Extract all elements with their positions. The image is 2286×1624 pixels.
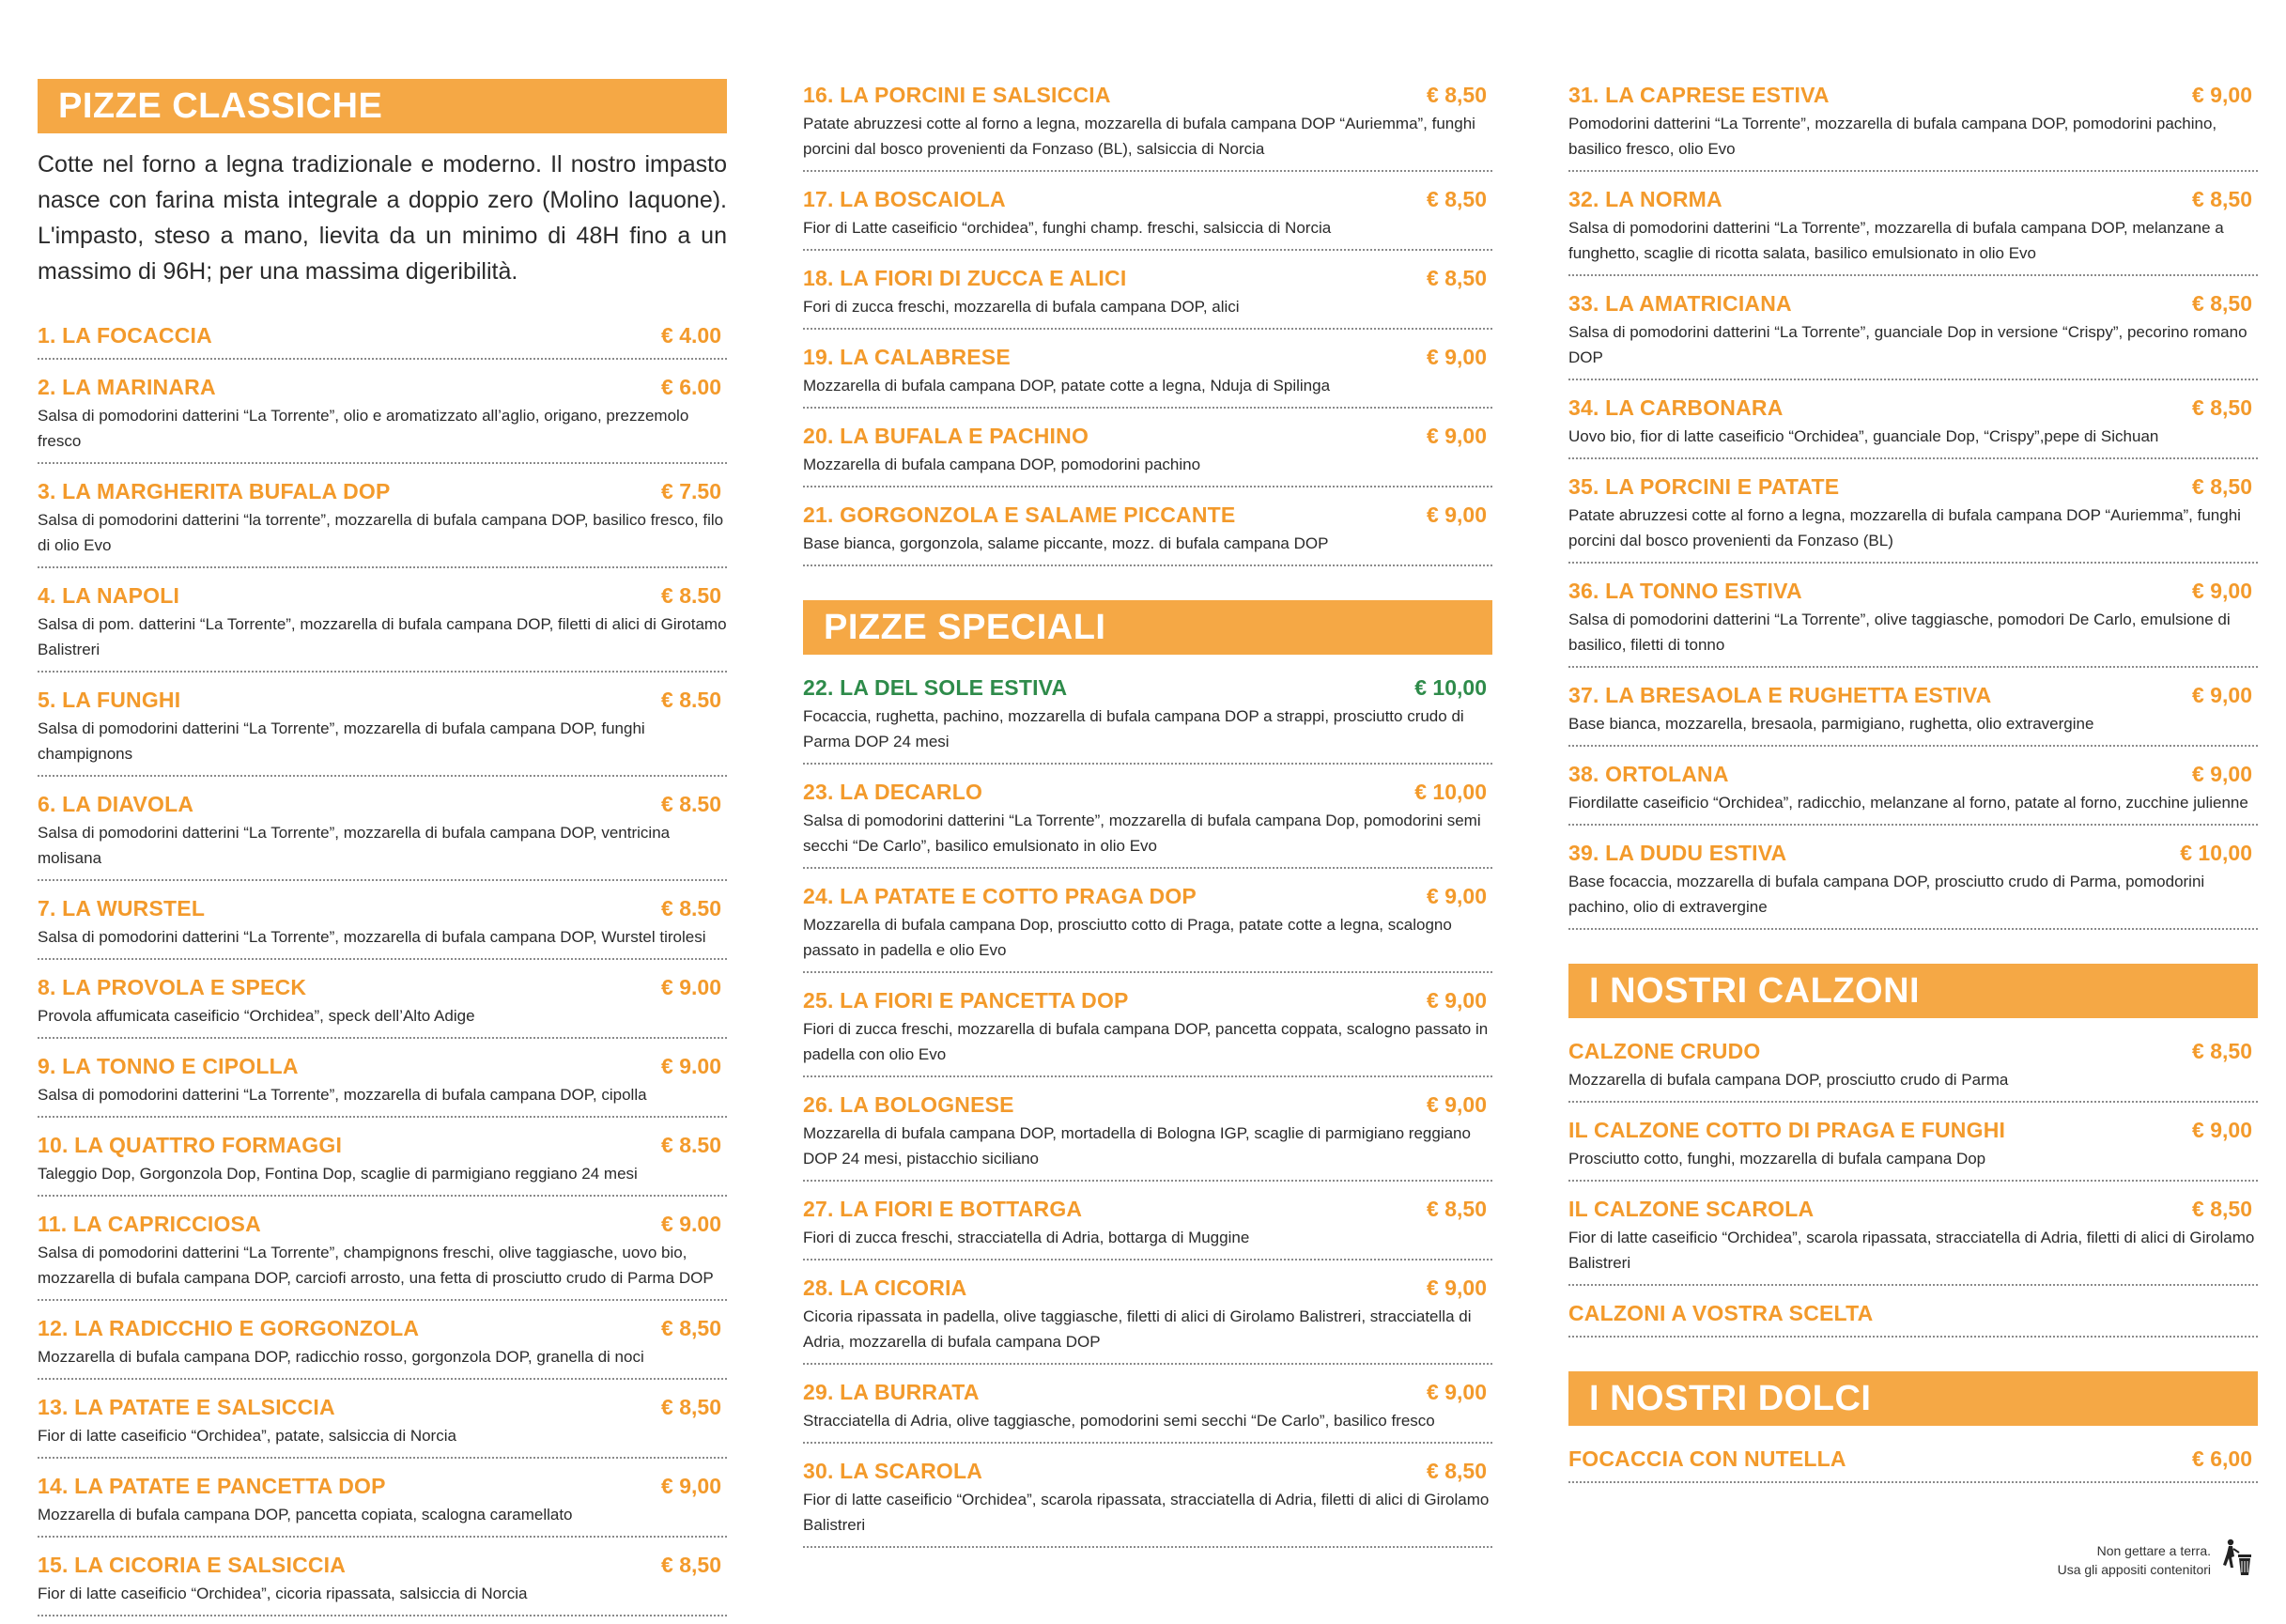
menu-item-header [803,1274,1492,1302]
section-title-calzoni: I NOSTRI CALZONI [1568,964,2258,1018]
menu-item-name: 16. LA PORCINI E SALSICCIA [803,83,1111,107]
menu-item-name: 36. LA TONNO ESTIVA [1568,579,1802,603]
menu-item [803,1085,1492,1182]
menu-item-price: € 8.50 [661,896,721,920]
menu-list-classiche [38,316,727,1616]
menu-item-description: Mozzarella di bufala campana DOP, prosciutto crudo di Parma [1568,1071,2009,1089]
menu-item-price: € 10,00 [1414,780,1487,804]
menu-item-name: 35. LA PORCINI E PATATE [1568,474,1840,499]
menu-item-name: 21. GORGONZOLA E SALAME PICCANTE [803,503,1236,527]
menu-item-header [38,321,727,349]
menu-item [1568,754,2258,826]
menu-item-name: 7. LA WURSTEL [38,896,206,920]
menu-item-price: € 9,00 [661,1474,721,1498]
menu-item-name: 38. ORTOLANA [1568,762,1729,786]
menu-item-header [1568,472,2258,501]
menu-item-price: € 9,00 [2192,683,2252,707]
menu-item-header [803,1195,1492,1223]
menu-item-header [1568,81,2258,109]
menu-item-description: Mozzarella di bufala campana DOP, pomodorini pachino [803,456,1201,473]
menu-item-price: € 9,00 [1427,1380,1487,1404]
menu-item-description: Mozzarella di bufala campana DOP, pancetta copiata, scalogna caramellato [38,1506,573,1523]
menu-item [38,1545,727,1616]
menu-list-speciali [803,668,1492,1548]
menu-item-price: € 9.00 [661,975,721,999]
menu-item-header [1568,760,2258,788]
menu-item [38,316,727,360]
menu-item [38,367,727,464]
menu-item-header [803,986,1492,1014]
menu-item-price: € 8,50 [1427,83,1487,107]
section-title-pizze-speciali: PIZZE SPECIALI [803,600,1492,655]
menu-item-description: Base bianca, mozzarella, bresaola, parmigiano, rughetta, olio extravergine [1568,715,2094,733]
menu-item [1568,467,2258,564]
menu-item-name: 34. LA CARBONARA [1568,395,1784,420]
menu-item-name: 15. LA CICORIA E SALSICCIA [38,1553,347,1577]
menu-item-name: 4. LA NAPOLI [38,583,180,608]
menu-item-header [38,1393,727,1421]
menu-item-price: € 9,00 [1427,988,1487,1013]
menu-item-header [38,1210,727,1238]
menu-item-header [1568,394,2258,422]
menu-item-description: Salsa di pomodorini datterini “La Torrente”, mozzarella di bufala campana DOP, Wurstel tirolesi [38,928,706,946]
menu-item-price: € 8,50 [1427,1459,1487,1483]
menu-list-speciali-cont [1568,75,2258,930]
menu-item [38,784,727,881]
menu-item-description: Salsa di pomodorini datterini “la torrente”, mozzarella di bufala campana DOP, basilico fresco, filo di olio Evo [38,511,724,554]
menu-item [803,1268,1492,1365]
menu-item-description: Pomodorini datterini “La Torrente”, mozzarella di bufala campana DOP, pomodorini pachino, basilico fresco, olio Evo [1568,115,2217,158]
menu-item-price: € 9.00 [661,1212,721,1236]
menu-item-header [38,973,727,1001]
footer-text [2058,1541,2211,1579]
menu-item [1568,833,2258,930]
menu-item-price: € 10,00 [2180,841,2252,865]
menu-item-price: € 9,00 [1427,503,1487,527]
menu-item-header [803,1378,1492,1406]
menu-item-name: IL CALZONE SCAROLA [1568,1197,1815,1221]
menu-item [38,472,727,568]
menu-item [38,967,727,1039]
menu-item-description: Fiordilatte caseificio “Orchidea”, radicchio, melanzane al forno, patate al forno, zucchine julienne [1568,794,2248,812]
menu-item-price: € 6,00 [2192,1446,2252,1471]
menu-item-price: € 9,00 [1427,1276,1487,1300]
menu-item-price: € 8.50 [661,583,721,608]
menu-item-name: 10. LA QUATTRO FORMAGGI [38,1133,343,1157]
menu-item-description: Salsa di pomodorini datterini “La Torrente”, champignons freschi, olive taggiasche, uovo bio, mozzarella di bufala campana DOP, carciofi arrosto, una fetta di prosciutto crudo di Parma DOP [38,1244,714,1287]
menu-item [38,889,727,960]
menu-item-description: Salsa di pomodorini datterini “La Torrente”, mozzarella di bufala campana Dop, pomodorini semi secchi “De Carlo”, basilico emulsionato in olio Evo [803,812,1481,855]
footer-line-2: Usa gli appositi contenitori [2057,1561,2211,1577]
menu-item [803,772,1492,869]
menu-item [803,1189,1492,1261]
menu-list-calzoni [1568,1031,2258,1338]
footer-line-1: Non gettare a terra. [2096,1542,2211,1558]
menu-item-description: Salsa di pomodorini datterini “La Torrente”, guanciale Dop in versione “Crispy”, pecorino romano DOP [1568,323,2247,366]
menu-item-price: € 8,50 [2192,395,2252,420]
menu-item-header [1568,185,2258,213]
menu-item-name: CALZONE CRUDO [1568,1039,1761,1063]
menu-item-description: Fior di latte caseificio “Orchidea”, scarola ripassata, stracciatella di Adria, filetti di alici di Girolamo Balistreri [803,1491,1490,1534]
menu-item [38,1308,727,1380]
menu-item-header [1568,289,2258,317]
menu-item-description: Fior di Latte caseificio “orchidea”, funghi champ. freschi, salsiccia di Norcia [803,219,1332,237]
menu-item [803,981,1492,1077]
menu-item-description: Salsa di pomodorini datterini “La Torrente”, mozzarella di bufala campana DOP, funghi champignons [38,719,645,763]
menu-item-name: 37. LA BRESAOLA E RUGHETTA ESTIVA [1568,683,1992,707]
menu-item-price: € 9,00 [1427,345,1487,369]
menu-item-description: Focaccia, rughetta, pachino, mozzarella di bufala campana DOP a strappi, prosciutto crudo di Parma DOP 24 mesi [803,707,1464,750]
menu-item-header [803,81,1492,109]
menu-item-description: Taleggio Dop, Gorgonzola Dop, Fontina Dop, scaglie di parmigiano reggiano 24 mesi [38,1165,638,1183]
section-title-dolci: I NOSTRI DOLCI [1568,1371,2258,1426]
menu-item-name: 12. LA RADICCHIO E GORGONZOLA [38,1316,420,1340]
menu-item-name: 30. LA SCAROLA [803,1459,983,1483]
menu-item-price: € 9,00 [1427,424,1487,448]
menu-item-header [1568,1445,2258,1473]
menu-item-header [1568,839,2258,867]
menu-item [803,668,1492,765]
menu-item [1568,1439,2258,1483]
menu-item [1568,571,2258,668]
litter-bin-icon [2220,1538,2254,1582]
menu-item-name: 5. LA FUNGHI [38,688,181,712]
menu-item-price: € 8,50 [2192,291,2252,316]
menu-list-dolci [1568,1439,2258,1483]
menu-item-name: 9. LA TONNO E CIPOLLA [38,1054,299,1078]
menu-item-header [1568,1195,2258,1223]
menu-item [1568,1110,2258,1182]
menu-item [803,416,1492,487]
menu-item [803,179,1492,251]
menu-item [38,1046,727,1118]
menu-item-header [1568,577,2258,605]
menu-item-header [38,373,727,401]
menu-item [803,258,1492,330]
menu-item-description: Prosciutto cotto, funghi, mozzarella di bufala campana Dop [1568,1150,1986,1168]
menu-item-description: Fori di zucca freschi, mozzarella di bufala campana DOP, alici [803,298,1240,316]
menu-item-header [38,686,727,714]
menu-item [1568,1189,2258,1286]
menu-item-name: 19. LA CALABRESE [803,345,1011,369]
menu-item-header [1568,1299,2258,1327]
menu-item-header [803,501,1492,529]
menu-item-price: € 9,00 [2192,579,2252,603]
menu-item-description: Salsa di pomodorini datterini “La Torrente”, mozzarella di bufala campana DOP, melanzane a funghetto, scaglie di ricotta salata, basilico emulsionato in olio Evo [1568,219,2224,262]
menu-item [38,1466,727,1538]
menu-item-description: Salsa di pomodorini datterini “La Torrente”, olio e aromatizzato all’aglio, origano, prezzemolo fresco [38,407,689,450]
menu-item-price: € 8.50 [661,792,721,816]
column-left [38,75,727,1624]
menu-item-name: 23. LA DECARLO [803,780,983,804]
menu-item-description: Mozzarella di bufala campana Dop, prosciutto cotto di Praga, patate cotte a legna, scalogno passato in padella e olio Evo [803,916,1452,959]
menu-item-name: 39. LA DUDU ESTIVA [1568,841,1787,865]
menu-item [803,876,1492,973]
footer-note [2058,1538,2254,1582]
menu-item-description: Uovo bio, fior di latte caseificio “Orchidea”, guanciale Dop, “Crispy”,pepe di Sichuan [1568,427,2159,445]
menu-item [803,75,1492,172]
menu-item-header [1568,1116,2258,1144]
menu-item-name: 18. LA FIORI DI ZUCCA E ALICI [803,266,1127,290]
menu-item-price: € 9,00 [1427,1092,1487,1117]
menu-item-description: Base focaccia, mozzarella di bufala campana DOP, prosciutto crudo di Parma, pomodorini pachino, olio di extravergine [1568,873,2205,916]
menu-item-price: € 9,00 [2192,762,2252,786]
menu-item-name: 32. LA NORMA [1568,187,1722,211]
menu-item-price: € 8,50 [1427,187,1487,211]
menu-item-name: 24. LA PATATE E COTTO PRAGA DOP [803,884,1197,908]
menu-item-name: 8. LA PROVOLA E SPECK [38,975,307,999]
menu-item-name: 31. LA CAPRESE ESTIVA [1568,83,1830,107]
menu-item-description: Patate abruzzesi cotte al forno a legna, mozzarella di bufala campana DOP “Auriemma”, funghi porcini dal bosco provenienti da Fonzaso (BL), salsiccia di Norcia [803,115,1475,158]
menu-item-price: € 8,50 [2192,1039,2252,1063]
menu-item-header [803,422,1492,450]
menu-item-name: 20. LA BUFALA E PACHINO [803,424,1089,448]
menu-list-classiche-cont [803,75,1492,566]
menu-item-description: Fior di latte caseificio “Orchidea”, cicoria ripassata, salsiccia di Norcia [38,1585,528,1602]
menu-item-name: 1. LA FOCACCIA [38,323,212,348]
menu-item-name: FOCACCIA CON NUTELLA [1568,1446,1846,1471]
menu-item-description: Stracciatella di Adria, olive taggiasche, pomodorini semi secchi “De Carlo”, basilico fresco [803,1412,1435,1430]
menu-item-price: € 10,00 [1414,675,1487,700]
menu-item-header [38,581,727,610]
menu-item-header [803,1090,1492,1119]
section-title-pizze-classiche: PIZZE CLASSICHE [38,79,727,133]
menu-item [803,337,1492,409]
menu-item-name: 3. LA MARGHERITA BUFALA DOP [38,479,391,503]
menu-item-header [38,790,727,818]
menu-item-name: 14. LA PATATE E PANCETTA DOP [38,1474,386,1498]
menu-item-name: IL CALZONE COTTO DI PRAGA E FUNGHI [1568,1118,2006,1142]
menu-item-description: Mozzarella di bufala campana DOP, radicchio rosso, gorgonzola DOP, granella di noci [38,1348,644,1366]
menu-item [1568,1293,2258,1338]
menu-item [38,576,727,673]
menu-item [38,680,727,777]
menu-item-description: Fiori di zucca freschi, mozzarella di bufala campana DOP, pancetta coppata, scalogno passato in padella con olio Evo [803,1020,1489,1063]
menu-item-header [38,894,727,922]
menu-item-description: Mozzarella di bufala campana DOP, mortadella di Bologna IGP, scaglie di parmigiano reggiano DOP 24 mesi, pistacchio siciliano [803,1124,1471,1168]
menu-item [1568,284,2258,380]
menu-item-name: 28. LA CICORIA [803,1276,967,1300]
menu-item [38,1125,727,1197]
intro-text: Cotte nel forno a legna tradizionale e moderno. Il nostro impasto nasce con farina mista integrale a doppio zero (Molino Iaquone). L'impasto, steso a mano, lievita da un minimo di 48H fino a un massimo di 96H; per una massima digeribilità. [38,151,727,285]
menu-item [1568,75,2258,172]
menu-item-header [803,778,1492,806]
menu-item-name: 29. LA BURRATA [803,1380,980,1404]
menu-item-header [38,1472,727,1500]
menu-item-description: Patate abruzzesi cotte al forno a legna, mozzarella di bufala campana DOP “Auriemma”, funghi porcini dal bosco provenienti da Fonzaso (BL) [1568,506,2241,549]
menu-item-price: € 6.00 [661,375,721,399]
menu-item-price: € 9,00 [2192,83,2252,107]
menu-item-name: CALZONI A VOSTRA SCELTA [1568,1301,1874,1325]
column-middle [803,75,1492,1555]
menu-item-name: 26. LA BOLOGNESE [803,1092,1014,1117]
menu-item-price: € 8,50 [2192,1197,2252,1221]
menu-item-price: € 8,50 [2192,187,2252,211]
menu-item-name: 33. LA AMATRICIANA [1568,291,1792,316]
menu-item-price: € 8,50 [661,1395,721,1419]
menu-item-name: 11. LA CAPRICCIOSA [38,1212,261,1236]
menu-item [803,495,1492,566]
menu-item-price: € 8,50 [661,1553,721,1577]
menu-item-header [803,673,1492,702]
menu-item-name: 22. LA DEL SOLE ESTIVA [803,675,1068,700]
menu-item-description: Fior di latte caseificio “Orchidea”, patate, salsiccia di Norcia [38,1427,456,1445]
menu-item-description: Salsa di pom. datterini “La Torrente”, mozzarella di bufala campana DOP, filetti di alici di Girotamo Balistreri [38,615,727,658]
menu-item-description: Salsa di pomodorini datterini “La Torrente”, mozzarella di bufala campana DOP, cipolla [38,1086,647,1104]
menu-item [38,1387,727,1459]
menu-item-description: Salsa di pomodorini datterini “La Torrente”, olive taggiasche, pomodori De Carlo, emulsione di basilico, filetti di tonno [1568,611,2231,654]
menu-item-header [38,1052,727,1080]
menu-item [1568,1031,2258,1103]
menu-item-header [38,1314,727,1342]
menu-item-price: € 8,50 [1427,266,1487,290]
menu-item-price: € 8,50 [661,1316,721,1340]
menu-item-header [1568,681,2258,709]
menu-item [803,1372,1492,1444]
menu-item-header [803,264,1492,292]
menu-item-description: Mozzarella di bufala campana DOP, patate cotte a legna, Nduja di Spilinga [803,377,1331,394]
menu-item-description: Provola affumicata caseificio “Orchidea”, speck dell’Alto Adige [38,1007,475,1025]
menu-item-name: 6. LA DIAVOLA [38,792,194,816]
menu-item-description: Fiori di zucca freschi, stracciatella di Adria, bottarga di Muggine [803,1229,1250,1246]
menu-item-price: € 9,00 [2192,1118,2252,1142]
menu-item-name: 27. LA FIORI E BOTTARGA [803,1197,1083,1221]
menu-item-header [803,882,1492,910]
menu-item-price: € 9,00 [1427,884,1487,908]
menu-item-description: Cicoria ripassata in padella, olive taggiasche, filetti di alici di Girolamo Balistreri, stracciatella di Adria, mozzarella di bufala campana DOP [803,1307,1472,1351]
menu-item [1568,388,2258,459]
menu-item-description: Fior di latte caseificio “Orchidea”, scarola ripassata, stracciatella di Adria, filetti di alici di Girolamo Balistreri [1568,1229,2255,1272]
menu-item-name: 25. LA FIORI E PANCETTA DOP [803,988,1129,1013]
menu-item-price: € 8,50 [2192,474,2252,499]
menu-item-header [38,1131,727,1159]
menu-item-price: € 9.00 [661,1054,721,1078]
menu-item-description: Base bianca, gorgonzola, salame piccante, mozz. di bufala campana DOP [803,534,1329,552]
menu-item-header [803,343,1492,371]
menu-item-price: € 8.50 [661,1133,721,1157]
menu-item-header [1568,1037,2258,1065]
menu-item-name: 13. LA PATATE E SALSICCIA [38,1395,335,1419]
menu-item-price: € 4.00 [661,323,721,348]
menu-item-price: € 8,50 [1427,1197,1487,1221]
menu-item-header [803,1457,1492,1485]
menu-item [1568,675,2258,747]
menu-item [803,1451,1492,1548]
menu-item-header [38,477,727,505]
menu-item-name: 17. LA BOSCAIOLA [803,187,1006,211]
column-right [1568,75,2258,1491]
menu-item [38,1204,727,1301]
menu-item-name: 2. LA MARINARA [38,375,216,399]
menu-item-header [38,1551,727,1579]
menu-item [1568,179,2258,276]
menu-item-header [803,185,1492,213]
menu-item-description: Salsa di pomodorini datterini “La Torrente”, mozzarella di bufala campana DOP, ventricina molisana [38,824,671,867]
menu-item-price: € 8.50 [661,688,721,712]
menu-item-price: € 7.50 [661,479,721,503]
